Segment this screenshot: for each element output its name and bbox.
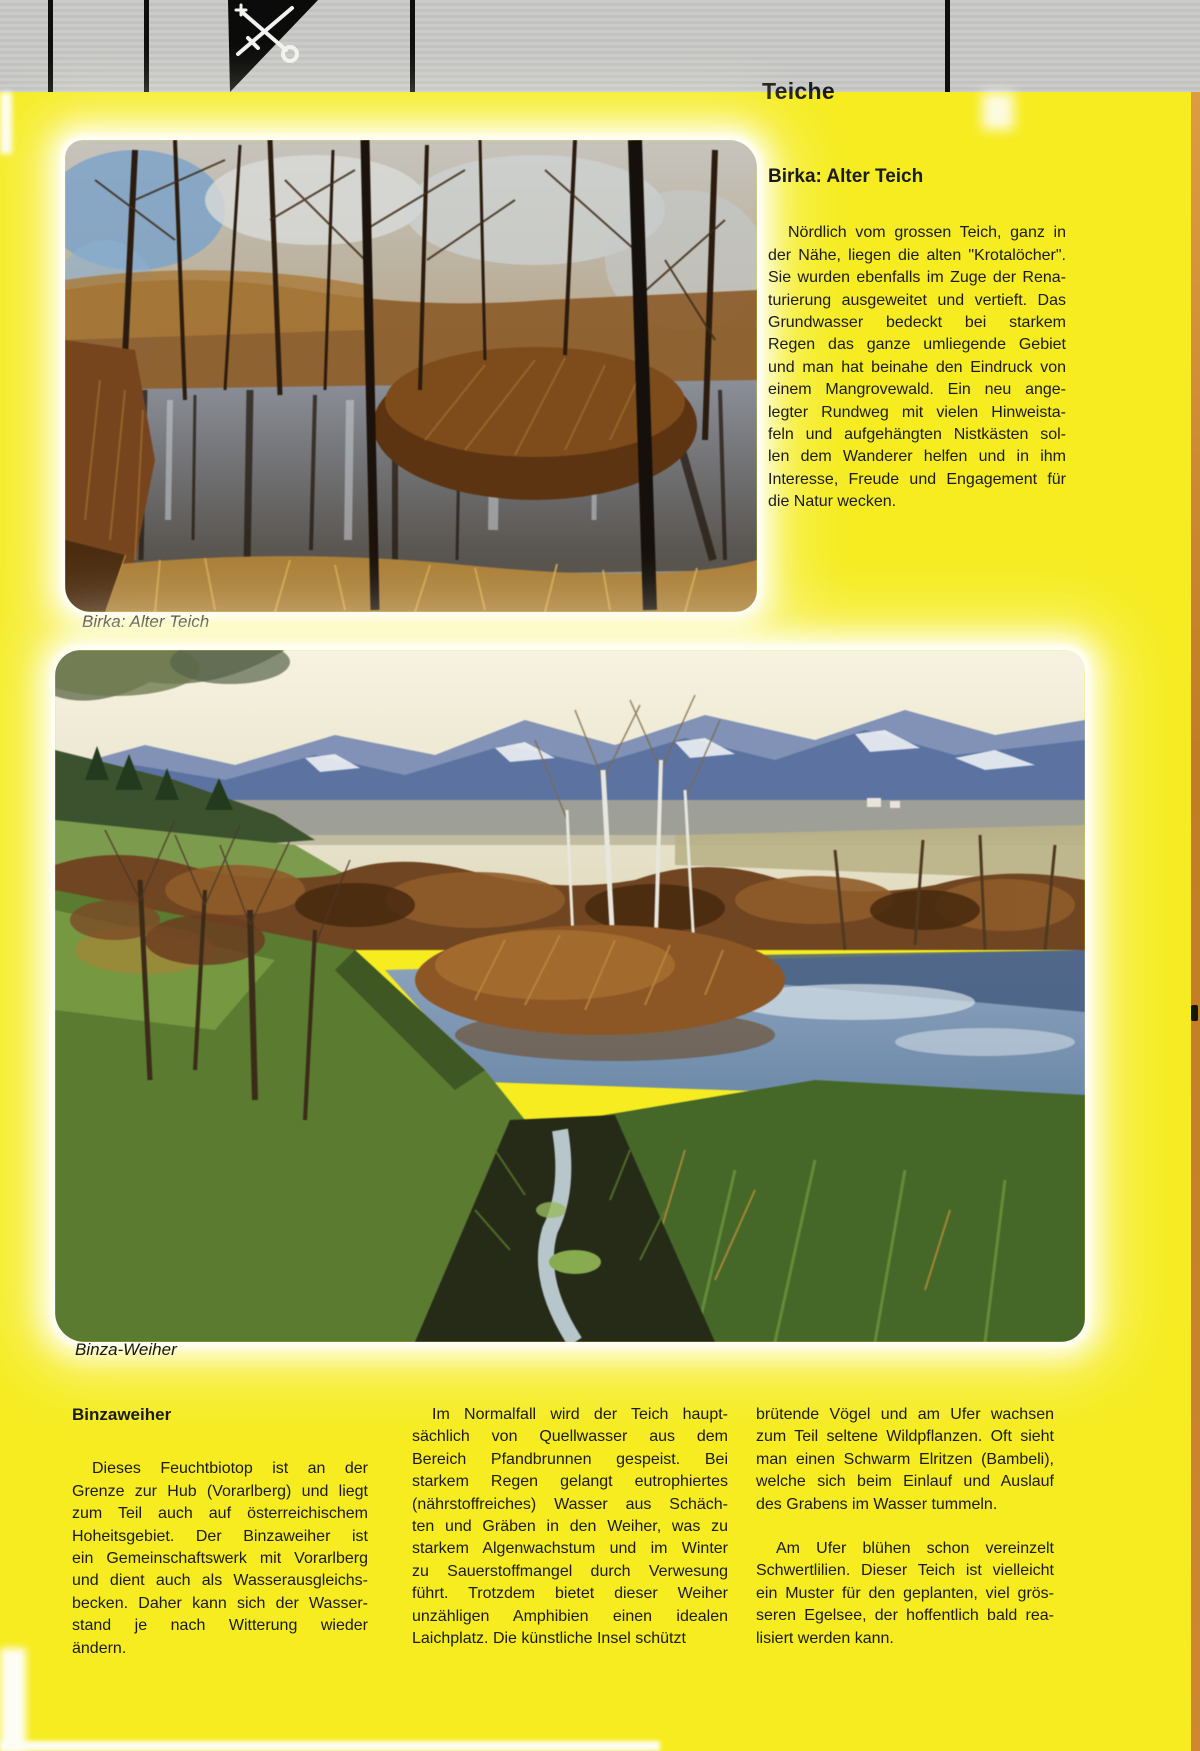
photo-binza-weiher xyxy=(55,650,1085,1342)
crossed-key-sword-icon xyxy=(228,0,320,92)
photo-binza-weiher-image xyxy=(55,650,1085,1342)
page-edge-strip xyxy=(1191,92,1200,1751)
photo-alter-teich xyxy=(65,140,757,612)
article-binza-col3-body: brütende Vögel und am Ufer wachsen zum Teil seltene Wildpflanzen. Oft sieht man einen Schwarm Elritzen (Bambeli), welche sich beim Einlauf und Auslauf des Grabens im Wasser tummeln. Am Ufer blühen schon vereinzelt Schwertlilien. Dieser Teich ist vielleicht ein Muster für den geplanten, viel grös- seren Egelsee, der hoffentlich bald rea- lisiert werden kann. xyxy=(756,1406,1054,1647)
article-birka-heading: Birka: Alter Teich xyxy=(768,166,924,187)
article-binza-col1-body: Dieses Feuchtbiotop ist an der Grenze zur Hub (Vorarlberg) und liegt zum Teil auch auf österreichischem Hoheitsgebiet. Der Binzaweiher ist ein Gemeinschaftswerk mit Vorarlberg und dient auch als Wasserausgleichs- becken. Daher kann sich der Wasser- stand je nach Witterung wieder ändern. xyxy=(72,1460,368,1657)
article-binza-col2-body: Im Normalfall wird der Teich haupt- sächlich von Quellwasser aus dem Bereich Pfandbrunnen gespeist. Bei starkem Regen gelangt eutrophiertes (nährstoffreiches) Wasser aus Schäch- ten und Gräben in den Weiher, was zu starkem Algenwachstum und im Winter zu Sauerstoffmangel durch Verwesung führt. Trotzdem bietet dieser Weiher unzähligen Amphibien einen idealen Laichplatz. Die künstliche Insel schützt xyxy=(412,1406,728,1648)
article-binza-heading: Binzaweiher xyxy=(72,1405,172,1424)
scan-artifact xyxy=(0,1741,660,1751)
film-strip-scan-edge xyxy=(0,0,1200,92)
page-title: Teiche xyxy=(762,78,835,104)
scan-artifact xyxy=(982,92,1014,130)
photo-caption-binza-weiher: Binza-Weiher xyxy=(75,1340,177,1359)
article-birka xyxy=(768,166,1066,514)
scan-artifact xyxy=(0,1648,26,1751)
scan-artifact xyxy=(0,92,12,154)
film-strip-divider xyxy=(945,0,950,92)
film-strip-divider xyxy=(48,0,53,92)
scan-speck xyxy=(1191,1005,1198,1021)
article-binza-column-2 xyxy=(412,1404,728,1650)
article-birka-body: Nördlich vom grossen Teich, ganz in der Nähe, liegen die alten "Krotalöcher". Sie wurden ebenfalls im Zuge der Rena- turierung ausgeweitet und vertieft. Das Grundwasser bedeckt bei starkem Regen das ganze umliegende Gebiet und man hat beinahe den Eindruck von einem Mangrovewald. Ein neu ange- legter Rundweg mit vielen Hinweista- feln und aufgehängten Nistkästen sol- len dem Wanderer helfen und in ihm Interesse, Freude und Engagement für die Natur wecken. xyxy=(768,224,1066,511)
photo-caption-alter-teich: Birka: Alter Teich xyxy=(82,612,210,631)
film-strip-divider xyxy=(410,0,415,92)
article-binza-column-1 xyxy=(72,1404,368,1660)
article-binza-column-3 xyxy=(756,1404,1054,1650)
photo-alter-teich-image xyxy=(65,140,757,612)
film-strip-divider xyxy=(144,0,149,92)
